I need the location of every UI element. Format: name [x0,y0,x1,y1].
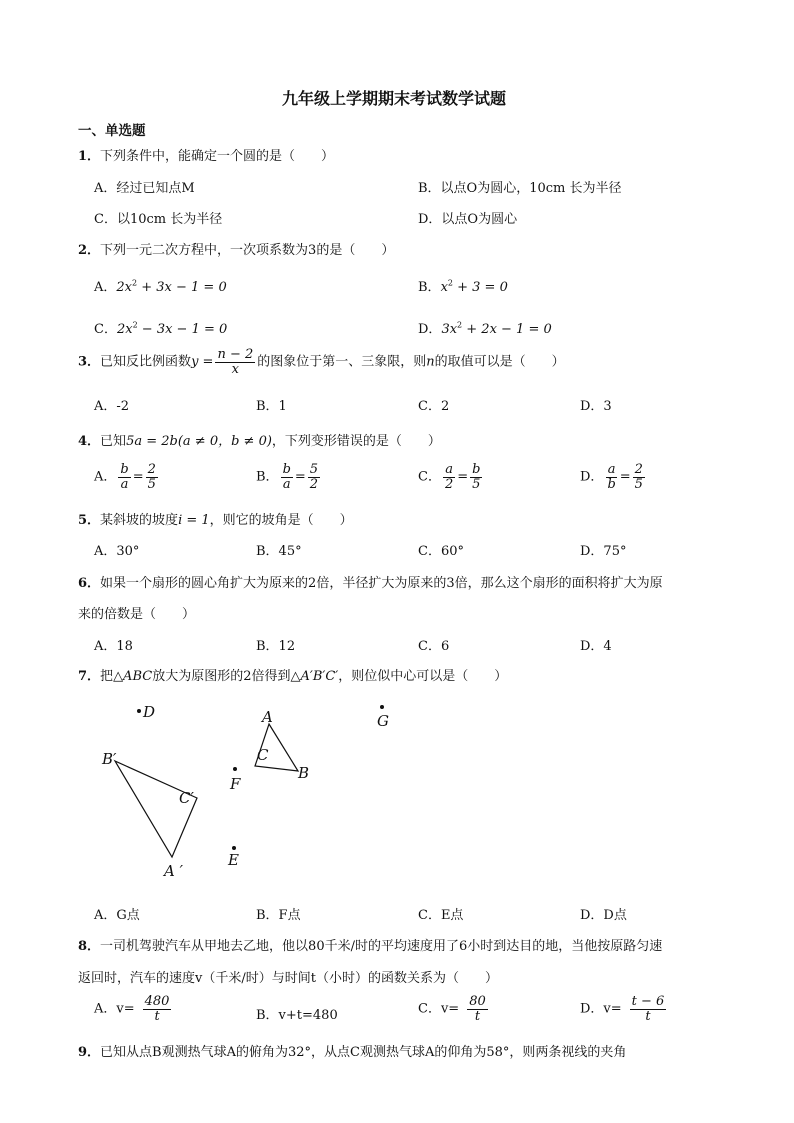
option-c [94,318,227,337]
numerator: a [607,462,616,477]
numerator: b [120,462,129,477]
option-c [418,995,490,1023]
math-term: + 3x − 1 = 0 [137,280,227,295]
fraction [633,463,645,491]
question-text: 如果一个扇形的圆心角扩大为原来的2倍，半径扩大为原来的3倍，那么这个扇形的面积将扩大为原 [100,576,663,591]
question-number: 9． [78,1045,101,1060]
question-text: 下列条件中，能确定一个圆的是（ ） [100,149,335,164]
option-label: D． [580,469,604,485]
triangle-abc-prime [115,761,197,857]
denominator: 2 [444,476,454,492]
question-text: ，则位似中心可以是（ ） [338,669,508,684]
math-term: (a ≠ 0，b ≠ 0) [177,434,272,449]
option-label: C． [418,469,441,485]
option-d: D．3 [580,399,612,414]
question-3 [78,348,565,376]
option-b: B．45° [256,544,302,559]
label-c-prime: C′ [179,789,194,807]
fraction [470,463,482,491]
fraction [143,995,172,1023]
fraction [308,463,320,491]
exponent: 2 [457,320,463,330]
option-c: C．E点 [418,908,464,923]
numerator: 80 [469,994,486,1009]
option-c: C．60° [418,544,464,559]
math-term: x [440,280,448,295]
numerator: a [445,462,453,477]
math-term: + 2x − 1 = 0 [462,322,552,337]
denominator: 2 [309,476,319,492]
option-a: A．经过已知点M [94,181,195,196]
option-a: A．18 [94,639,133,654]
math-term: △ABC [113,669,153,684]
label-a: A [262,708,273,726]
fraction [281,463,293,491]
option-label: C．v= [418,1001,460,1017]
option-d: D． $\frac{a}{b}$ = $\frac{2}{5}$ [580,462,643,492]
numerator: n − 2 [217,347,254,362]
question-number: 5． [78,513,101,528]
label-e: E [228,851,239,869]
math-term: − 3x − 1 = 0 [137,322,228,337]
denominator: 5 [147,476,156,492]
question-number: 2． [78,243,101,258]
denominator: 5 [634,476,643,492]
question-text: 的图象位于第一、三象限，则 [257,354,427,370]
question-number: 4． [78,434,101,449]
denominator: t [645,1008,651,1024]
page-title: 九年级上学期期末考试数学试题 [282,89,507,108]
point-e [232,846,236,850]
question-text: 已知从点B观测热气球A的俯角为32°，从点C观测热气球A的仰角为58°，则两条视线的夹角 [100,1045,627,1060]
label-b-prime: B′ [102,750,117,768]
math-term: n [426,354,435,370]
question-8-line-2: 返回时，汽车的速度v（千米/时）与时间t（小时）的函数关系为（ ） [78,971,498,986]
option-b: B．1 [256,399,287,414]
option-d [580,995,668,1023]
label-b: B [298,764,310,782]
question-text: 放大为原图形的2倍得到 [152,669,291,684]
numerator: 480 [144,994,170,1009]
label-d: D [143,703,156,721]
exponent: 2 [447,278,453,288]
option-b: B． $\frac{b}{a}$ = $\frac{5}{2}$ [256,462,319,492]
question-number: 8． [78,939,101,954]
numerator: 2 [147,462,156,477]
denominator: t [154,1008,160,1024]
math-term: 3x [441,322,458,337]
option-label: D．v= [580,1001,622,1017]
question-9 [78,1041,626,1060]
denominator: 5 [472,476,481,492]
label-g: G [377,712,389,730]
denominator: a [282,476,291,492]
fraction [605,463,617,491]
section-heading: 一、单选题 [78,123,146,139]
option-b: B．v+t=480 [256,1008,338,1023]
fraction [118,463,130,491]
fraction [146,463,158,491]
math-term: △A′B′C′ [290,669,339,684]
fraction [467,995,488,1023]
denominator: x [231,361,240,377]
option-c: C．6 [418,639,450,654]
option-a [94,995,173,1023]
question-number: 1． [78,149,101,164]
question-2 [78,239,394,258]
point-f [233,767,237,771]
option-label: A． [94,280,117,295]
math-term: + 3 = 0 [453,280,508,295]
point-g [380,705,384,709]
option-d: D．4 [580,639,612,654]
question-text: 把 [100,669,114,684]
option-d: D．以点O为圆心 [418,212,518,227]
point-d [137,709,141,713]
option-b: B．F点 [256,908,301,923]
fraction [630,995,667,1023]
label-a-prime: A ′ [164,862,184,880]
numerator: t − 6 [631,994,665,1009]
option-d [418,318,552,337]
math-term: 2x [116,322,133,337]
exponent: 2 [132,320,138,330]
option-label: A． [94,469,117,485]
question-text: 一司机驾驶汽车从甲地去乙地，他以80千米/时的平均速度用了6小时到达目的地，当他按原路匀速 [100,939,663,954]
option-label: B． [256,469,279,485]
question-text: 已知反比例函数 [100,354,192,370]
option-d: D．D点 [580,908,627,923]
question-text: 的取值可以是（ ） [434,354,565,370]
question-text: 已知 [100,434,127,449]
question-number: 6． [78,576,101,591]
question-6-line-2: 来的倍数是（ ） [78,607,196,622]
numerator: 5 [309,462,319,477]
exponent: 2 [132,278,138,288]
question-number: 3． [78,354,101,370]
option-a: A．-2 [94,399,130,414]
label-c: C [257,746,269,764]
denominator: b [607,476,616,492]
option-label: C． [94,322,117,337]
option-d: D．75° [580,544,627,559]
question-6 [78,572,663,591]
option-b: B．12 [256,639,296,654]
question-text: ，下列变形错误的是（ ） [271,434,441,449]
question-1 [78,145,334,164]
question-4 [78,430,441,449]
numerator: b [282,462,291,477]
question-number: 7． [78,669,101,684]
option-b: B．以点O为圆心，10cm 长为半径 [418,181,622,196]
question-8 [78,935,662,954]
numerator: 2 [634,462,643,477]
question-text: 下列一元二次方程中，一次项系数为3的是（ ） [100,243,395,258]
math-term: 5a = 2b [126,434,178,449]
option-c: C．以10cm 长为半径 [94,212,223,227]
option-c: C．2 [418,399,450,414]
fraction [443,463,455,491]
option-label: D． [418,322,442,337]
label-f: F [230,775,241,793]
question-text: 某斜坡的坡度 [100,513,179,528]
math-term: 2x [116,280,132,295]
option-c: C． $\frac{a}{2}$ = $\frac{b}{5}$ [418,462,481,492]
option-a: A．30° [94,544,140,559]
option-label: B． [418,280,441,295]
option-a: A．G点 [94,908,140,923]
question-text: ，则它的坡角是（ ） [209,513,353,528]
option-b [418,276,508,295]
math-term: y = [191,354,214,370]
math-term: i = 1 [178,513,210,528]
homothety-figure [90,695,420,890]
option-label: A．v= [94,1001,135,1017]
denominator: a [120,476,129,492]
numerator: b [472,462,481,477]
denominator: t [474,1008,481,1024]
question-7 [78,665,507,684]
option-a [94,276,227,295]
fraction [215,348,255,376]
question-5 [78,509,353,528]
option-a: A． $\frac{b}{a}$ = $\frac{2}{5}$ [94,462,156,492]
